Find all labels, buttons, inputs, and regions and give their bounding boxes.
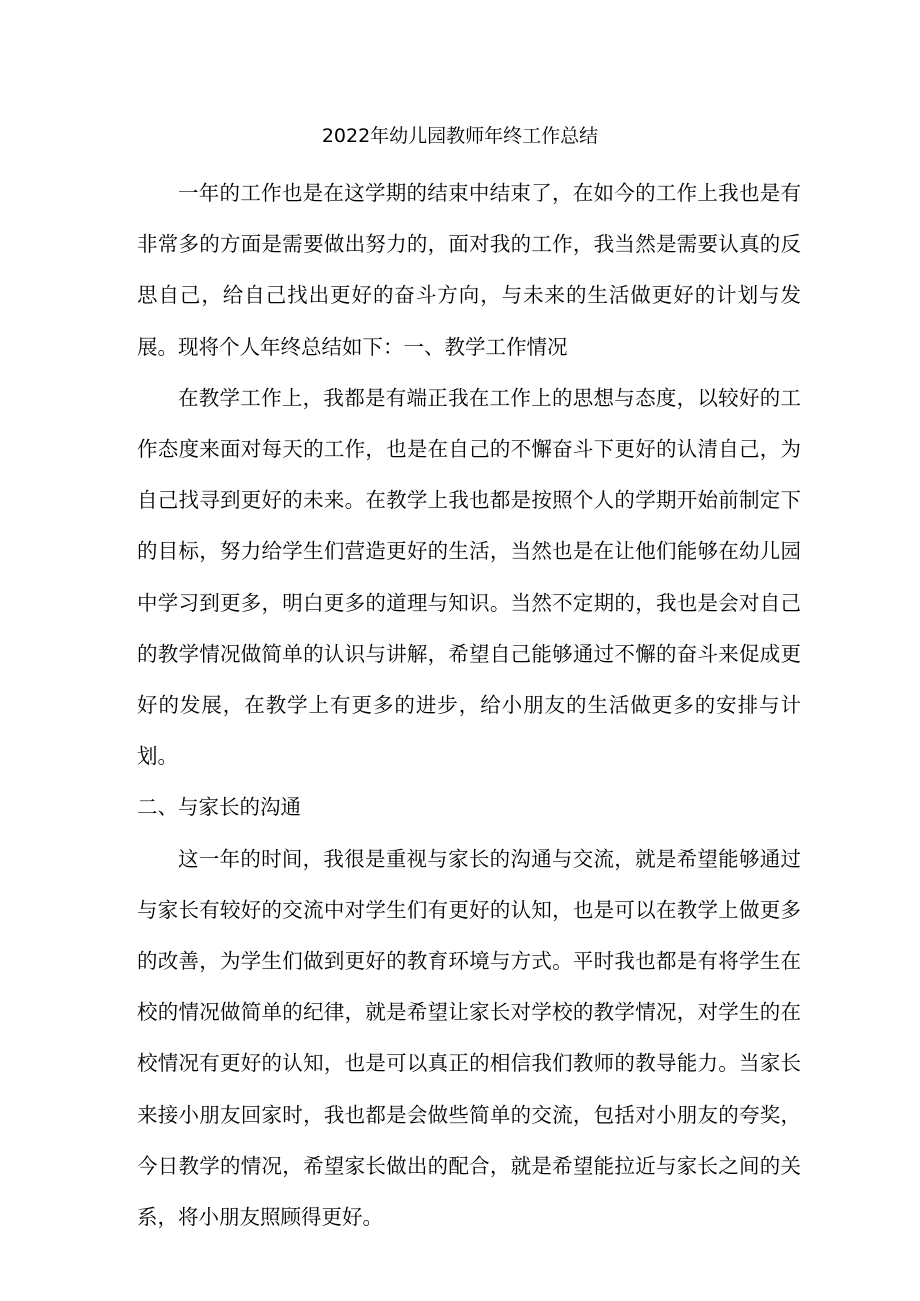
paragraph-intro: 一年的工作也是在这学期的结束中结束了，在如今的工作上我也是有非常多的方面是需要做出努力的，面对我的工作，我当然是需要认真的反思自己，给自己找出更好的奋斗方向，与未来的生活做更好的计划与发展。现将个人年终总结如下：一、教学工作情况: [137, 181, 801, 359]
paragraph-teaching-work: 在教学工作上，我都是有端正我在工作上的思想与态度，以较好的工作态度来面对每天的工作，也是在自己的不懈奋斗下更好的认清自己，为自己找寻到更好的未来。在教学上我也都是按照个人的学期开始前制定下的目标，努力给学生们营造更好的生活，当然也是在让他们能够在幼儿园中学习到更多，明白更多的道理与知识。当然不定期的，我也是会对自己的教学情况做简单的认识与讲解，希望自己能够通过不懈的奋斗来促成更好的发展，在教学上有更多的进步，给小朋友的生活做更多的安排与计划。: [137, 385, 801, 769]
document-title: 2022年幼儿园教师年终工作总结: [321, 125, 599, 147]
paragraph-parent-communication: 这一年的时间，我很是重视与家长的沟通与交流，就是希望能够通过与家长有较好的交流中对学生们有更好的认知，也是可以在教学上做更多的改善，为学生们做到更好的教育环境与方式。平时我也都是有将学生在校的情况做简单的纪律，就是希望让家长对学校的教学情况，对学生的在校情况有更好的认知，也是可以真正的相信我们教师的教导能力。当家长来接小朋友回家时，我也都是会做些简单的交流，包括对小朋友的夸奖，今日教学的情况，希望家长做出的配合，就是希望能拉近与家长之间的关系，将小朋友照顾得更好。: [137, 846, 801, 1230]
document-body: [137, 168, 801, 1243]
section-heading-parent-communication: 二、与家长的沟通: [137, 795, 301, 820]
